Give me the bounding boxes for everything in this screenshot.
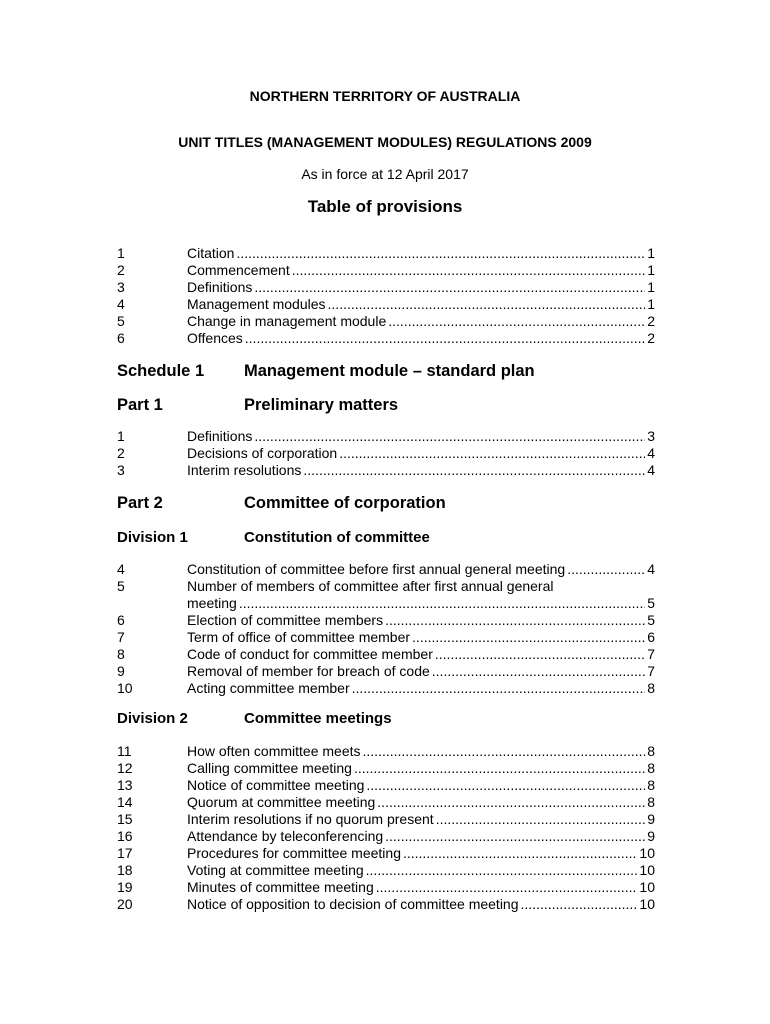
toc-entry[interactable]	[117, 629, 655, 646]
entry-number: 1	[117, 245, 125, 261]
entry-page: 8	[647, 794, 655, 810]
entry-page: 10	[639, 879, 655, 895]
dot-leader	[403, 845, 637, 862]
entry-number: 8	[117, 646, 125, 662]
dot-leader	[385, 828, 645, 845]
entry-number: 3	[117, 462, 125, 478]
entry-title: Term of office of committee member	[187, 629, 411, 645]
dot-leader	[366, 862, 638, 879]
entry-title: Management modules	[187, 296, 326, 312]
schedule-label: Schedule 1	[117, 362, 205, 380]
jurisdiction-heading: NORTHERN TERRITORY OF AUSTRALIA	[249, 88, 521, 104]
entry-page: 9	[647, 811, 655, 827]
toc-entry[interactable]	[117, 428, 655, 445]
toc-entry[interactable]	[117, 561, 655, 578]
main-toc-list	[117, 245, 655, 347]
dot-leader	[239, 595, 645, 612]
entry-number: 14	[117, 794, 133, 810]
entry-title: Voting at committee meeting	[187, 862, 364, 878]
division1-toc-list	[117, 561, 655, 697]
dot-leader	[366, 777, 645, 794]
schedule-heading	[117, 362, 535, 381]
entry-title: Offences	[187, 330, 243, 346]
entry-number: 6	[117, 330, 125, 346]
dot-leader	[352, 680, 646, 697]
entry-page: 6	[647, 629, 655, 645]
entry-number: 17	[117, 845, 133, 861]
toc-entry[interactable]	[117, 828, 655, 845]
toc-entry[interactable]	[117, 760, 655, 777]
entry-page: 3	[647, 428, 655, 444]
entry-title: Quorum at committee meeting	[187, 794, 376, 810]
entry-page: 2	[647, 330, 655, 346]
entry-page: 10	[639, 896, 655, 912]
entry-title: Election of committee members	[187, 612, 384, 628]
entry-title: Change in management module	[187, 313, 387, 329]
dot-leader	[292, 262, 646, 279]
entry-number: 7	[117, 629, 125, 645]
entry-title: Calling committee meeting	[187, 760, 352, 776]
in-force-date: As in force at 12 April 2017	[301, 166, 469, 182]
entry-number: 20	[117, 896, 133, 912]
dot-leader	[432, 663, 645, 680]
entry-number: 5	[117, 578, 125, 594]
document-title: UNIT TITLES (MANAGEMENT MODULES) REGULATIONS 2009	[178, 134, 592, 150]
dot-leader	[363, 743, 646, 760]
toc-entry[interactable]	[117, 680, 655, 697]
entry-title: How often committee meets	[187, 743, 361, 759]
part2-heading	[117, 494, 446, 513]
toc-entry[interactable]	[117, 879, 655, 896]
entry-page: 10	[639, 862, 655, 878]
entry-page: 7	[647, 646, 655, 662]
dot-leader	[521, 896, 638, 913]
entry-title-line2: meeting	[187, 595, 237, 611]
entry-page: 4	[647, 561, 655, 577]
entry-page: 5	[647, 595, 655, 611]
entry-page: 8	[647, 680, 655, 696]
toc-entry[interactable]	[117, 612, 655, 629]
dot-leader	[435, 646, 645, 663]
dot-leader	[339, 445, 645, 462]
dot-leader	[245, 330, 645, 347]
entry-number: 10	[117, 680, 133, 696]
toc-entry[interactable]	[117, 313, 655, 330]
dot-leader	[385, 612, 645, 629]
entry-title: Citation	[187, 245, 235, 261]
toc-entry[interactable]	[117, 663, 655, 680]
part1-toc-list	[117, 428, 655, 479]
entry-title: Code of conduct for committee member	[187, 646, 433, 662]
entry-page: 10	[639, 845, 655, 861]
dot-leader	[388, 313, 645, 330]
division2-toc-list	[117, 743, 655, 913]
entry-title: Definitions	[187, 279, 253, 295]
entry-title: Commencement	[187, 262, 290, 278]
division1-label: Division 1	[117, 529, 188, 546]
schedule-title: Management module – standard plan	[244, 362, 535, 380]
entry-title: Removal of member for breach of code	[187, 663, 430, 679]
entry-number: 12	[117, 760, 133, 776]
toc-entry[interactable]	[117, 330, 655, 347]
dot-leader	[376, 879, 638, 896]
entry-number: 1	[117, 428, 125, 444]
entry-number: 3	[117, 279, 125, 295]
entry-title: Decisions of corporation	[187, 445, 338, 461]
entry-page: 1	[647, 245, 655, 261]
toc-entry[interactable]	[117, 245, 655, 262]
toc-entry[interactable]	[117, 262, 655, 279]
entry-number: 2	[117, 445, 125, 461]
dot-leader	[254, 279, 645, 296]
entry-number: 15	[117, 811, 133, 827]
entry-number: 19	[117, 879, 133, 895]
dot-leader	[567, 561, 645, 578]
entry-number: 4	[117, 296, 125, 312]
entry-title: Notice of committee meeting	[187, 777, 365, 793]
dot-leader	[236, 245, 645, 262]
entry-number: 13	[117, 777, 133, 793]
entry-page: 7	[647, 663, 655, 679]
entry-page: 2	[647, 313, 655, 329]
entry-page: 1	[647, 279, 655, 295]
entry-title: Interim resolutions	[187, 462, 302, 478]
part1-title: Preliminary matters	[244, 396, 399, 414]
entry-number: 2	[117, 262, 125, 278]
entry-page: 9	[647, 828, 655, 844]
toc-entry[interactable]	[117, 862, 655, 879]
entry-page: 8	[647, 760, 655, 776]
entry-number: 9	[117, 663, 125, 679]
entry-page: 8	[647, 743, 655, 759]
entry-number: 4	[117, 561, 125, 577]
entry-title: Procedures for committee meeting	[187, 845, 401, 861]
toc-entry[interactable]	[117, 646, 655, 663]
entry-number: 18	[117, 862, 133, 878]
toc-entry-continuation[interactable]	[117, 595, 655, 612]
toc-entry[interactable]	[117, 743, 655, 760]
entry-number: 5	[117, 313, 125, 329]
entry-title-line1: Number of members of committee after first annual general	[187, 578, 554, 594]
entry-page: 4	[647, 445, 655, 461]
toc-entry[interactable]	[117, 462, 655, 479]
part1-heading	[117, 396, 398, 415]
part1-label: Part 1	[117, 396, 163, 414]
dot-leader	[436, 811, 646, 828]
part2-label: Part 2	[117, 494, 163, 512]
entry-title: Definitions	[187, 428, 253, 444]
entry-page: 8	[647, 777, 655, 793]
entry-number: 11	[117, 743, 132, 759]
dot-leader	[303, 462, 645, 479]
toc-entry[interactable]	[117, 279, 655, 296]
dot-leader	[328, 296, 646, 313]
entry-number: 6	[117, 612, 125, 628]
entry-page: 5	[647, 612, 655, 628]
division1-title: Constitution of committee	[244, 529, 430, 546]
entry-page: 4	[647, 462, 655, 478]
toc-entry[interactable]	[117, 445, 655, 462]
entry-title: Minutes of committee meeting	[187, 879, 374, 895]
entry-title: Constitution of committee before first annual general meeting	[187, 561, 566, 577]
toc-entry[interactable]	[117, 811, 655, 828]
dot-leader	[354, 760, 645, 777]
toc-entry[interactable]	[117, 296, 655, 313]
toc-entry[interactable]	[117, 845, 655, 862]
entry-title: Interim resolutions if no quorum present	[187, 811, 434, 827]
part2-title: Committee of corporation	[244, 494, 446, 512]
dot-leader	[412, 629, 645, 646]
entry-title: Attendance by teleconferencing	[187, 828, 384, 844]
dot-leader	[377, 794, 645, 811]
division2-heading	[117, 710, 392, 727]
entry-number: 16	[117, 828, 133, 844]
entry-page: 1	[647, 296, 655, 312]
entry-page: 1	[647, 262, 655, 278]
toc-entry[interactable]	[117, 794, 655, 811]
entry-title: Notice of opposition to decision of committee meeting	[187, 896, 519, 912]
toc-entry[interactable]	[117, 896, 655, 913]
toc-heading: Table of provisions	[307, 197, 463, 216]
division2-title: Committee meetings	[244, 710, 392, 727]
toc-entry[interactable]	[117, 578, 655, 595]
toc-entry[interactable]	[117, 777, 655, 794]
entry-title: Acting committee member	[187, 680, 350, 696]
division2-label: Division 2	[117, 710, 188, 727]
division1-heading	[117, 529, 430, 546]
dot-leader	[254, 428, 645, 445]
